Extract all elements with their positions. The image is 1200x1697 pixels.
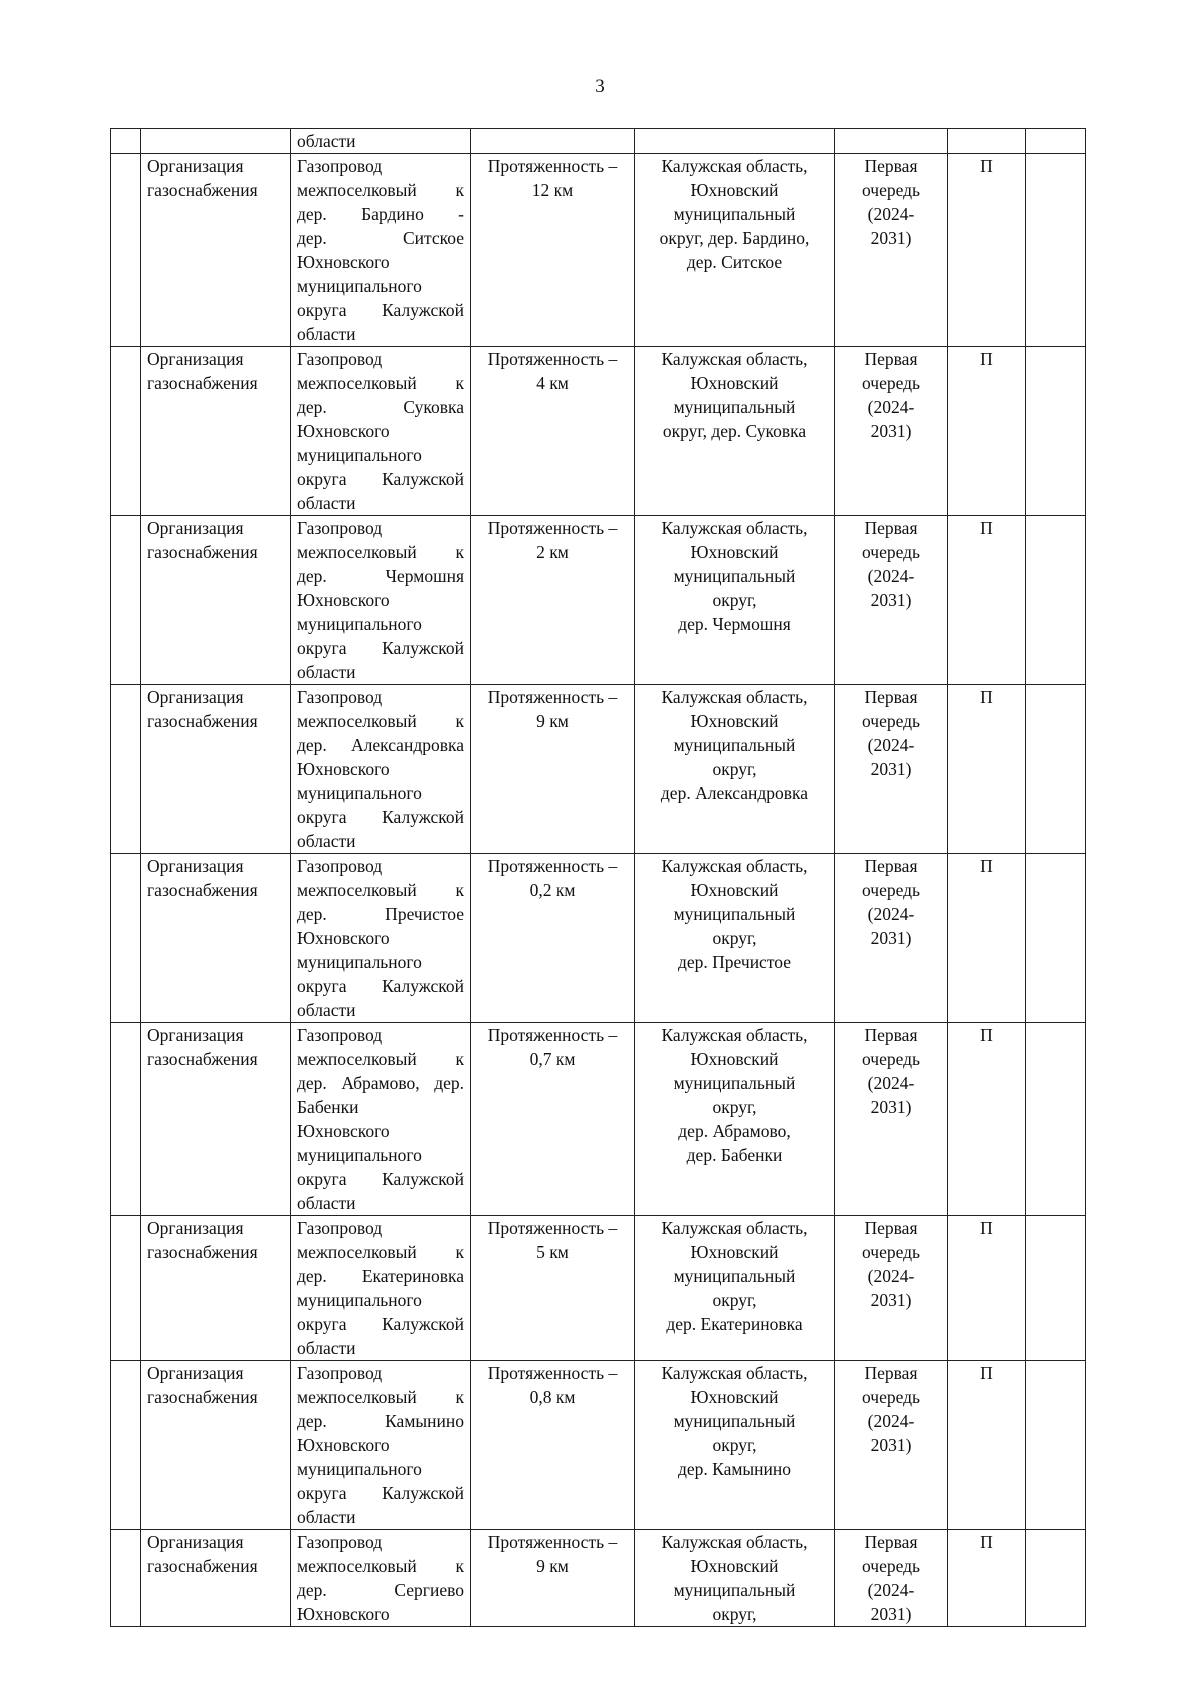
cell-location: Калужская область, Юхновский муниципальный округ, дер. Пречистое: [635, 854, 835, 1023]
object-line: дер. Александровка: [297, 735, 464, 755]
cell-status: П: [948, 1216, 1026, 1361]
cell-name: Организация газоснабжения: [141, 854, 291, 1023]
object-line: области: [297, 324, 356, 344]
object-line: Газопровод: [297, 156, 383, 176]
cell-parameters: Протяженность – 2 км: [471, 516, 635, 685]
table-row: [111, 1361, 1086, 1530]
table-row: [111, 1023, 1086, 1216]
object-line: Газопровод: [297, 1025, 383, 1045]
cell-parameters: Протяженность – 4 км: [471, 347, 635, 516]
cell-index: [111, 129, 141, 154]
object-line: области: [297, 493, 356, 513]
cell-extra: [1026, 154, 1086, 347]
cell-index: [111, 854, 141, 1023]
cell-object: [291, 154, 471, 347]
cell-stage: Первая очередь (2024- 2031): [835, 154, 948, 347]
object-line: муниципального: [297, 276, 422, 296]
cell-parameters: Протяженность – 9 км: [471, 1530, 635, 1627]
object-line: межпоселковый к: [297, 1387, 464, 1407]
cell-name: [141, 129, 291, 154]
object-line: дер. Камынино: [297, 1411, 464, 1431]
object-line: округа Калужской: [297, 1483, 464, 1503]
cell-stage: Первая очередь (2024- 2031): [835, 516, 948, 685]
cell-stage: Первая очередь (2024- 2031): [835, 1530, 948, 1627]
cell-extra: [1026, 347, 1086, 516]
cell-parameters: Протяженность – 0,8 км: [471, 1361, 635, 1530]
cell-extra: [1026, 1361, 1086, 1530]
cell-location: [635, 129, 835, 154]
cell-extra: [1026, 1023, 1086, 1216]
cell-parameters: [471, 129, 635, 154]
object-line: Юхновского: [297, 1435, 390, 1455]
cell-parameters: Протяженность – 0,2 км: [471, 854, 635, 1023]
cell-parameters: Протяженность – 5 км: [471, 1216, 635, 1361]
object-line: Бабенки: [297, 1097, 359, 1117]
object-line: Юхновского: [297, 252, 390, 272]
cell-object: [291, 1530, 471, 1627]
object-line: дер. Пречистое: [297, 904, 464, 924]
cell-index: [111, 685, 141, 854]
object-line: области: [297, 1000, 356, 1020]
cell-status: П: [948, 685, 1026, 854]
object-line: Юхновского: [297, 421, 390, 441]
object-line: межпоселковый к: [297, 542, 464, 562]
object-line: муниципального: [297, 1290, 422, 1310]
object-line: округа Калужской: [297, 469, 464, 489]
cell-object: [291, 1361, 471, 1530]
cell-object: области: [291, 129, 471, 154]
cell-name: Организация газоснабжения: [141, 1216, 291, 1361]
object-line: дер. Екатериновка: [297, 1266, 464, 1286]
table-row: [111, 685, 1086, 854]
cell-extra: [1026, 854, 1086, 1023]
table-row: [111, 347, 1086, 516]
cell-status: [948, 129, 1026, 154]
cell-parameters: Протяженность – 12 км: [471, 154, 635, 347]
object-line: Газопровод: [297, 1532, 383, 1552]
cell-status: П: [948, 854, 1026, 1023]
cell-name: Организация газоснабжения: [141, 516, 291, 685]
table-row: [111, 154, 1086, 347]
object-line: межпоселковый к: [297, 180, 464, 200]
cell-index: [111, 1530, 141, 1627]
object-line: межпоселковый к: [297, 711, 464, 731]
cell-location: Калужская область, Юхновский муниципальный округ, дер. Бардино, дер. Ситское: [635, 154, 835, 347]
object-line: округа Калужской: [297, 300, 464, 320]
cell-status: П: [948, 516, 1026, 685]
cell-object: [291, 685, 471, 854]
cell-status: П: [948, 1530, 1026, 1627]
object-line: муниципального: [297, 1459, 422, 1479]
cell-index: [111, 516, 141, 685]
cell-stage: Первая очередь (2024- 2031): [835, 854, 948, 1023]
gas-supply-table: [110, 128, 1086, 1627]
object-line: Газопровод: [297, 687, 383, 707]
object-line: Юхновского: [297, 1604, 390, 1624]
cell-status: П: [948, 1023, 1026, 1216]
cell-status: П: [948, 154, 1026, 347]
object-line: округа Калужской: [297, 1169, 464, 1189]
cell-stage: [835, 129, 948, 154]
object-line: округа Калужской: [297, 1314, 464, 1334]
object-line: Газопровод: [297, 856, 383, 876]
object-line: дер. Бардино -: [297, 204, 464, 224]
cell-object: [291, 1216, 471, 1361]
object-line: дер. Абрамово, дер.: [297, 1073, 464, 1093]
object-line: муниципального: [297, 445, 422, 465]
cell-name: Организация газоснабжения: [141, 685, 291, 854]
object-line: дер. Чермошня: [297, 566, 464, 586]
cell-object: [291, 854, 471, 1023]
cell-location: Калужская область, Юхновский муниципальный округ, дер. Чермошня: [635, 516, 835, 685]
cell-object: [291, 347, 471, 516]
cell-index: [111, 1216, 141, 1361]
cell-index: [111, 347, 141, 516]
object-line: области: [297, 1507, 356, 1527]
object-line: Юхновского: [297, 1121, 390, 1141]
cell-extra: [1026, 516, 1086, 685]
cell-index: [111, 1361, 141, 1530]
cell-extra: [1026, 1216, 1086, 1361]
table-row-continuation: [111, 129, 1086, 154]
cell-name: Организация газоснабжения: [141, 1530, 291, 1627]
cell-index: [111, 1023, 141, 1216]
cell-location: Калужская область, Юхновский муниципальный округ, дер. Суковка: [635, 347, 835, 516]
object-line: дер. Ситское: [297, 228, 464, 248]
table-row: [111, 1530, 1086, 1627]
object-line: Газопровод: [297, 518, 383, 538]
cell-stage: Первая очередь (2024- 2031): [835, 685, 948, 854]
cell-status: П: [948, 1361, 1026, 1530]
object-line: муниципального: [297, 1145, 422, 1165]
object-line: дер. Суковка: [297, 397, 464, 417]
object-line: округа Калужской: [297, 638, 464, 658]
cell-stage: Первая очередь (2024- 2031): [835, 1361, 948, 1530]
object-line: Юхновского: [297, 759, 390, 779]
object-line: округа Калужской: [297, 807, 464, 827]
object-line: межпоселковый к: [297, 1049, 464, 1069]
object-line: дер. Сергиево: [297, 1580, 464, 1600]
cell-stage: Первая очередь (2024- 2031): [835, 347, 948, 516]
object-line: области: [297, 1338, 356, 1358]
object-line: области: [297, 1193, 356, 1213]
cell-location: Калужская область, Юхновский муниципальный округ, дер. Абрамово, дер. Бабенки: [635, 1023, 835, 1216]
cell-name: Организация газоснабжения: [141, 1361, 291, 1530]
object-line: межпоселковый к: [297, 1242, 464, 1262]
page-number: 3: [595, 76, 605, 97]
cell-location: Калужская область, Юхновский муниципальный округ, дер. Александровка: [635, 685, 835, 854]
cell-index: [111, 154, 141, 347]
object-line: муниципального: [297, 783, 422, 803]
cell-status: П: [948, 347, 1026, 516]
cell-location: Калужская область, Юхновский муниципальный округ,: [635, 1530, 835, 1627]
object-line: муниципального: [297, 614, 422, 634]
object-line: округа Калужской: [297, 976, 464, 996]
cell-extra: [1026, 1530, 1086, 1627]
object-line: Газопровод: [297, 349, 383, 369]
cell-parameters: Протяженность – 9 км: [471, 685, 635, 854]
object-line: межпоселковый к: [297, 373, 464, 393]
object-line: Газопровод: [297, 1218, 383, 1238]
object-line: межпоселковый к: [297, 880, 464, 900]
cell-name: Организация газоснабжения: [141, 347, 291, 516]
cell-location: Калужская область, Юхновский муниципальный округ, дер. Екатериновка: [635, 1216, 835, 1361]
cell-parameters: Протяженность – 0,7 км: [471, 1023, 635, 1216]
object-line: Юхновского: [297, 928, 390, 948]
object-line: Юхновского: [297, 590, 390, 610]
object-line: Газопровод: [297, 1363, 383, 1383]
object-line: муниципального: [297, 952, 422, 972]
cell-stage: Первая очередь (2024- 2031): [835, 1216, 948, 1361]
cell-object: [291, 1023, 471, 1216]
object-line: межпоселковый к: [297, 1556, 464, 1576]
cell-location: Калужская область, Юхновский муниципальный округ, дер. Камынино: [635, 1361, 835, 1530]
cell-extra: [1026, 129, 1086, 154]
cell-name: Организация газоснабжения: [141, 1023, 291, 1216]
table-row: [111, 1216, 1086, 1361]
table-row: [111, 854, 1086, 1023]
object-line: области: [297, 662, 356, 682]
table-row: [111, 516, 1086, 685]
cell-name: Организация газоснабжения: [141, 154, 291, 347]
cell-extra: [1026, 685, 1086, 854]
object-line: области: [297, 831, 356, 851]
cell-stage: Первая очередь (2024- 2031): [835, 1023, 948, 1216]
cell-object: [291, 516, 471, 685]
